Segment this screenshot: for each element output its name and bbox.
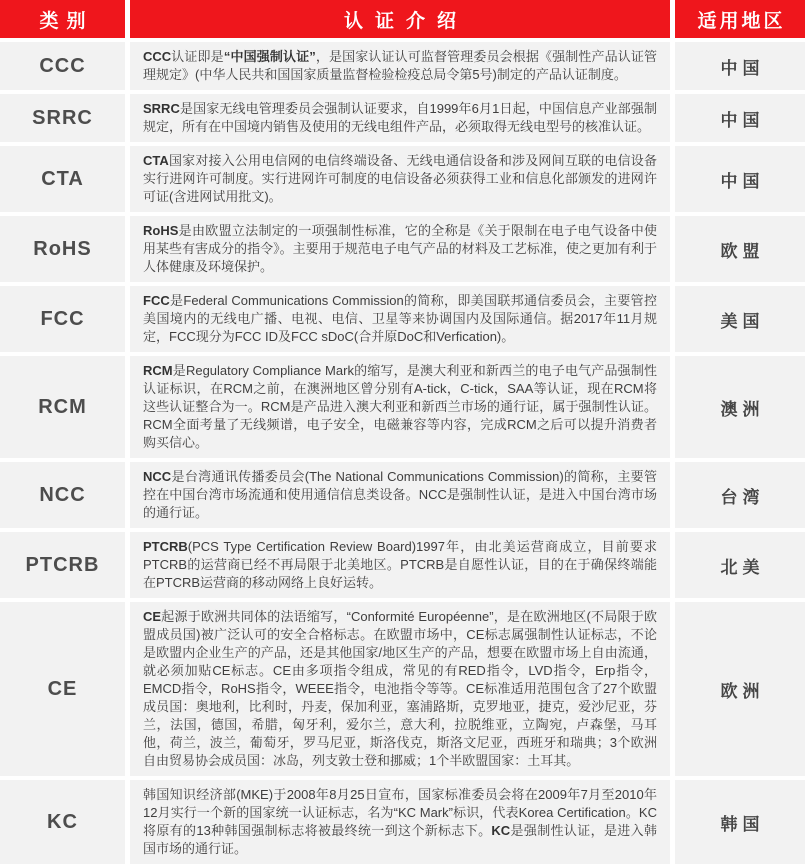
description-text: NCC是台湾通讯传播委员会(The National Communications Commission)的简称，主要管控在中国台湾市场流通和使用通信信息类设备。NCC是强制性认证，是进入中国台湾市场的通行证。 <box>143 469 657 520</box>
region-label: 中国 <box>720 171 765 191</box>
region-label: 中国 <box>720 110 765 130</box>
region-label: 欧盟 <box>720 241 765 261</box>
description-cell <box>130 602 670 776</box>
description-text: RCM是Regulatory Compliance Mark的缩写，是澳大利亚和新西兰的电子电气产品强制性认证标识，在RCM之前，在澳洲地区曾分别有A-tick，C-tick，SAA等认证，现在RCM将这些认证整合为一。RCM是产品进入澳大利亚和新西兰市场的通行证，属于强制性认证。RCM全面考量了无线频谱，电子安全，电磁兼容等内容，完成RCM之后可以提升消费者购买信心。 <box>143 363 657 450</box>
region-label: 台湾 <box>720 487 765 507</box>
table-row <box>0 216 805 282</box>
region-cell <box>675 286 805 352</box>
header-description-cell <box>130 0 670 38</box>
header-region-label: 适用地区 <box>697 10 786 32</box>
region-cell <box>675 532 805 598</box>
region-cell <box>675 602 805 776</box>
category-label: NCC <box>39 483 86 506</box>
table-row <box>0 462 805 528</box>
region-label: 欧洲 <box>720 681 765 701</box>
header-region-cell <box>675 0 805 38</box>
category-label: FCC <box>40 307 85 330</box>
category-label: CTA <box>41 167 84 190</box>
table-row <box>0 356 805 458</box>
region-cell <box>675 216 805 282</box>
category-cell <box>0 94 125 142</box>
category-label: SRRC <box>32 106 93 129</box>
category-cell <box>0 356 125 458</box>
region-cell <box>675 780 805 864</box>
table-row <box>0 602 805 776</box>
region-label: 澳洲 <box>720 399 765 419</box>
table-row <box>0 780 805 864</box>
description-text: 韩国知识经济部(MKE)于2008年8月25日宣布，国家标准委员会将在2009年7月至2010年12月实行一个新的国家统一认证标志，名为“KC Mark”标识，代表Korea Certification。KC将原有的13种韩国强制标志将被最终统一到这个新标志下。KC是强制性认证，是进入韩国市场的通行证。 <box>143 787 657 856</box>
category-cell <box>0 602 125 776</box>
description-cell <box>130 532 670 598</box>
category-label: RoHS <box>33 237 92 260</box>
description-cell <box>130 356 670 458</box>
description-text: PTCRB(PCS Type Certification Review Board)1997年，由北美运营商成立，目前要求PTCRB的运营商已经不再局限于北美地区。PTCRB是自愿性认证，目的在于确保终端能在PTCRB运营商的移动网络上良好运转。 <box>143 539 657 590</box>
category-cell <box>0 286 125 352</box>
description-cell <box>130 42 670 90</box>
category-cell <box>0 532 125 598</box>
description-text: FCC是Federal Communications Commission的简称，即美国联邦通信委员会，主要管控美国境内的无线电广播、电视、电信、卫星等来协调国内及国际通信。据2017年11月规定，FCC现分为FCC ID及FCC sDoC(合并原DoC和Verfication)。 <box>143 293 657 344</box>
header-category-cell <box>0 0 125 38</box>
region-cell <box>675 94 805 142</box>
category-cell <box>0 216 125 282</box>
table-row <box>0 146 805 212</box>
region-label: 韩国 <box>720 814 765 834</box>
description-cell <box>130 216 670 282</box>
category-cell <box>0 42 125 90</box>
table-row <box>0 532 805 598</box>
region-cell <box>675 356 805 458</box>
description-cell <box>130 462 670 528</box>
category-cell <box>0 780 125 864</box>
region-label: 中国 <box>720 58 765 78</box>
header-category-label: 类别 <box>39 10 94 32</box>
table-row <box>0 42 805 90</box>
description-text: RoHS是由欧盟立法制定的一项强制性标准，它的全称是《关于限制在电子电气设备中使用某些有害成分的指令》。主要用于规范电子电气产品的材料及工艺标准，使之更加有利于人体健康及环境保护。 <box>143 223 657 274</box>
category-label: CE <box>47 677 78 700</box>
description-text: SRRC是国家无线电管理委员会强制认证要求，自1999年6月1日起，中国信息产业部强制规定，所有在中国境内销售及使用的无线电组件产品，必须取得无线电型号的核准认证。 <box>143 101 657 134</box>
description-cell <box>130 780 670 864</box>
category-label: PTCRB <box>25 553 100 576</box>
table-row <box>0 286 805 352</box>
category-cell <box>0 462 125 528</box>
region-cell <box>675 146 805 212</box>
description-text: CCC认证即是“中国强制认证”，是国家认证认可监督管理委员会根据《强制性产品认证管理规定》(中华人民共和国国家质量监督检验检疫总局令第5号)制定的产品认证制度。 <box>143 49 657 82</box>
description-cell <box>130 94 670 142</box>
table-header-row <box>0 0 805 38</box>
category-cell <box>0 146 125 212</box>
region-cell <box>675 462 805 528</box>
description-cell <box>130 286 670 352</box>
region-cell <box>675 42 805 90</box>
region-label: 美国 <box>720 311 765 331</box>
table-row <box>0 94 805 142</box>
header-description-label: 认证介绍 <box>343 10 468 32</box>
category-label: RCM <box>38 395 87 418</box>
region-label: 北美 <box>720 557 765 577</box>
category-label: CCC <box>39 54 86 77</box>
description-text: CTA国家对接入公用电信网的电信终端设备、无线电通信设备和涉及网间互联的电信设备实行进网许可制度。实行进网许可制度的电信设备必须获得工业和信息化部颁发的进网许可证(含进网试用批文)。 <box>143 153 657 204</box>
description-cell <box>130 146 670 212</box>
description-text: CE起源于欧洲共同体的法语缩写，“Conformité Européenne”，是在欧洲地区(不局限于欧盟成员国)被广泛认可的安全合格标志。在欧盟市场中，CE标志属强制性认证标志，不论是欧盟内企业生产的产品，还是其他国家/地区生产的产品，想要在欧盟市场上自由流通，就必须加贴CE标志。CE由多项指令组成，常见的有RED指令，LVD指令，Erp指令，EMCD指令，RoHS指令，WEEE指令，电池指令等等。CE标准适用范围包含了27个欧盟成员国：奥地利，比利时，丹麦，保加利亚，塞浦路斯，克罗地亚，捷克，爱沙尼亚，芬兰，法国，德国，希腊，匈牙利，爱尔兰，意大利，拉脱维亚，立陶宛，卢森堡，马耳他，荷兰，波兰，葡萄牙，罗马尼亚，斯洛伐克，斯洛文尼亚，西班牙和瑞典；3个欧洲自由贸易协会成员国：冰岛，列支敦士登和挪威；1个半欧盟国家：土耳其。 <box>143 609 657 768</box>
category-label: KC <box>47 810 78 833</box>
